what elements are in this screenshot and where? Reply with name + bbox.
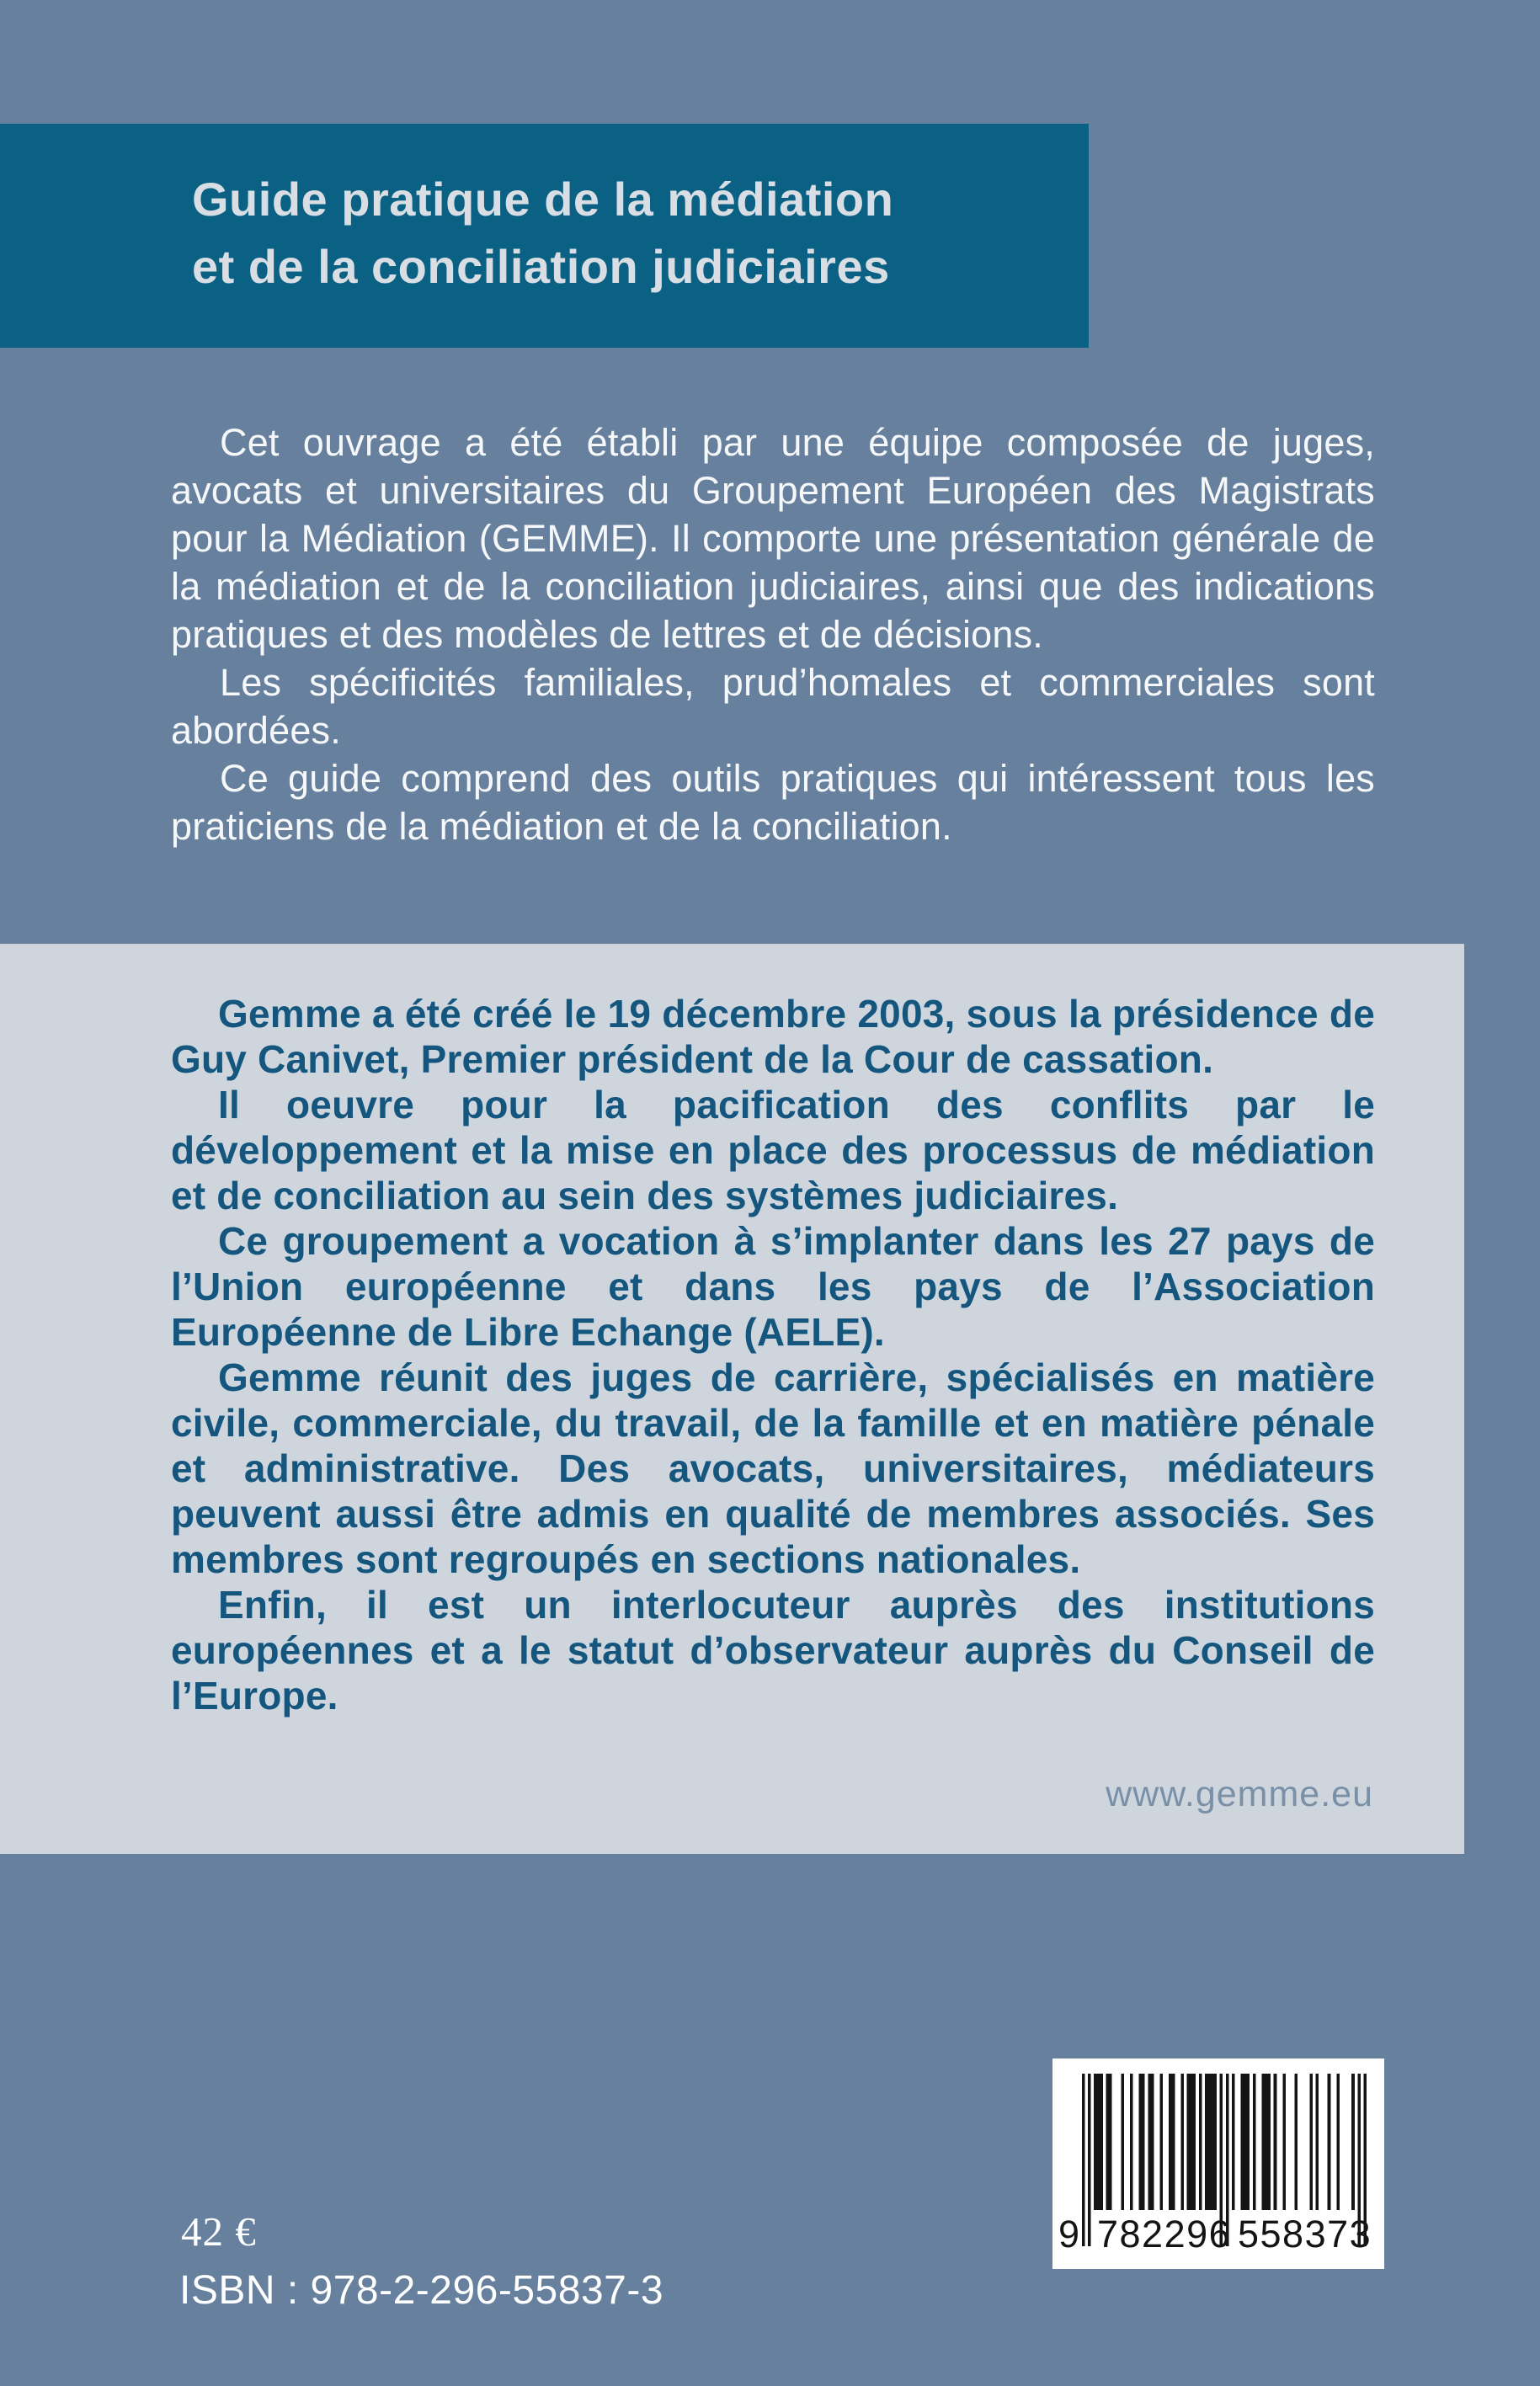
gemme-paragraph-4: Gemme réunit des juges de carrière, spécialisés en matière civile, commerciale, du travail, de la famille et en matière pénale et administrative. Des avocats, universitaires, médiateurs peuvent aussi être admis en qualité de membres associés. Ses membres sont regroupés en sections nationales. <box>171 1355 1375 1581</box>
gemme-paragraph-2: Il oeuvre pour la pacification des conflits par le développement et la mise en place des processus de médiation et de conciliation au sein des systèmes judiciaires. <box>171 1083 1375 1217</box>
barcode-digits-right-group: 558373 <box>1238 2213 1372 2256</box>
barcode-digits-left-group: 782296 <box>1097 2213 1232 2256</box>
gemme-paragraph-3: Ce groupement a vocation à s’implanter dans les 27 pays de l’Union européenne et dans les pays de l’Association Européenne de Libre Echange (AELE). <box>171 1219 1375 1354</box>
price-label: 42 € <box>181 2208 257 2255</box>
synopsis-paragraph-2: Les spécificités familiales, prud’homales et commerciales sont abordées. <box>171 661 1375 752</box>
gemme-website-url: www.gemme.eu <box>1106 1774 1373 1814</box>
gemme-paragraph-1: Gemme a été créé le 19 décembre 2003, sous la présidence de Guy Canivet, Premier président de la Cour de cassation. <box>171 992 1375 1081</box>
gemme-description <box>171 991 1375 1718</box>
book-title <box>192 166 1055 301</box>
barcode-digit-first: 9 <box>1058 2213 1081 2256</box>
synopsis-paragraph-3: Ce guide comprend des outils pratiques qui intéressent tous les praticiens de la médiation et de la conciliation. <box>171 757 1375 848</box>
book-title-line-2: et de la conciliation judiciaires <box>192 240 890 293</box>
synopsis-text <box>171 418 1375 850</box>
title-banner <box>0 124 1089 348</box>
gemme-info-panel <box>0 944 1464 1854</box>
gemme-paragraph-5: Enfin, il est un interlocuteur auprès des institutions européennes et a le statut d’observateur auprès du Conseil de l’Europe. <box>171 1583 1375 1718</box>
book-title-line-1: Guide pratique de la médiation <box>192 173 894 226</box>
barcode <box>1052 2058 1384 2269</box>
synopsis-paragraph-1: Cet ouvrage a été établi par une équipe composée de juges, avocats et universitaires du Groupement Européen des Magistrats pour la Médiation (GEMME). Il comporte une présentation générale de la médiation et de la conciliation judiciaires, ainsi que des indications pratiques et des modèles de lettres et de décisions. <box>171 421 1375 656</box>
isbn-label: ISBN : 978-2-296-55837-3 <box>179 2268 664 2313</box>
